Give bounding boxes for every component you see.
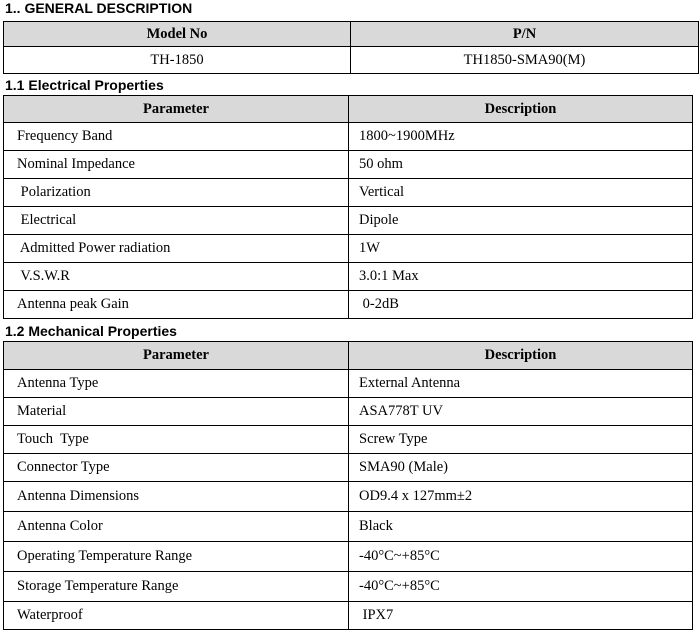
table-row	[4, 398, 693, 426]
table-row	[4, 512, 693, 542]
general-description-table	[3, 21, 699, 74]
parameter-cell: Connector Type	[4, 454, 349, 482]
table-row	[4, 263, 693, 291]
table-row	[4, 179, 693, 207]
description-cell: OD9.4 x 127mm±2	[349, 482, 693, 512]
mechanical-properties-heading: 1.2 Mechanical Properties	[5, 323, 177, 339]
model-no-value: TH-1850	[4, 47, 351, 74]
parameter-cell: Polarization	[4, 179, 349, 207]
description-cell: IPX7	[349, 602, 693, 630]
table-row	[4, 454, 693, 482]
parameter-cell: Operating Temperature Range	[4, 542, 349, 572]
description-cell: Vertical	[349, 179, 693, 207]
table-row	[4, 151, 693, 179]
table-row	[4, 572, 693, 602]
table-row	[4, 542, 693, 572]
description-cell: 3.0:1 Max	[349, 263, 693, 291]
table-header-row	[4, 22, 699, 47]
description-cell: 0-2dB	[349, 291, 693, 319]
table-row	[4, 235, 693, 263]
description-cell: 1800~1900MHz	[349, 123, 693, 151]
parameter-cell: Antenna Color	[4, 512, 349, 542]
header-parameter: Parameter	[4, 342, 349, 370]
parameter-cell: Waterproof	[4, 602, 349, 630]
pn-value: TH1850-SMA90(M)	[351, 47, 699, 74]
description-cell: -40°C~+85°C	[349, 542, 693, 572]
table-row	[4, 123, 693, 151]
parameter-cell: V.S.W.R	[4, 263, 349, 291]
parameter-cell: Frequency Band	[4, 123, 349, 151]
description-cell: Screw Type	[349, 426, 693, 454]
description-cell: Black	[349, 512, 693, 542]
table-row	[4, 602, 693, 630]
table-row	[4, 291, 693, 319]
parameter-cell: Nominal Impedance	[4, 151, 349, 179]
parameter-cell: Touch Type	[4, 426, 349, 454]
table-row	[4, 370, 693, 398]
description-cell: SMA90 (Male)	[349, 454, 693, 482]
header-description: Description	[349, 96, 693, 123]
parameter-cell: Material	[4, 398, 349, 426]
header-description: Description	[349, 342, 693, 370]
header-model-no: Model No	[4, 22, 351, 47]
parameter-cell: Storage Temperature Range	[4, 572, 349, 602]
table-header-row	[4, 96, 693, 123]
electrical-properties-table	[3, 95, 693, 319]
description-cell: Dipole	[349, 207, 693, 235]
parameter-cell: Electrical	[4, 207, 349, 235]
table-header-row	[4, 342, 693, 370]
parameter-cell: Antenna Type	[4, 370, 349, 398]
header-pn: P/N	[351, 22, 699, 47]
mechanical-properties-table	[3, 341, 693, 630]
description-cell: 50 ohm	[349, 151, 693, 179]
parameter-cell: Admitted Power radiation	[4, 235, 349, 263]
electrical-properties-heading: 1.1 Electrical Properties	[5, 77, 164, 93]
general-description-heading: 1.. GENERAL DESCRIPTION	[5, 0, 193, 16]
description-cell: ASA778T UV	[349, 398, 693, 426]
header-parameter: Parameter	[4, 96, 349, 123]
table-row	[4, 482, 693, 512]
description-cell: External Antenna	[349, 370, 693, 398]
description-cell: 1W	[349, 235, 693, 263]
parameter-cell: Antenna peak Gain	[4, 291, 349, 319]
table-row	[4, 207, 693, 235]
table-row	[4, 47, 699, 74]
description-cell: -40°C~+85°C	[349, 572, 693, 602]
parameter-cell: Antenna Dimensions	[4, 482, 349, 512]
table-row	[4, 426, 693, 454]
